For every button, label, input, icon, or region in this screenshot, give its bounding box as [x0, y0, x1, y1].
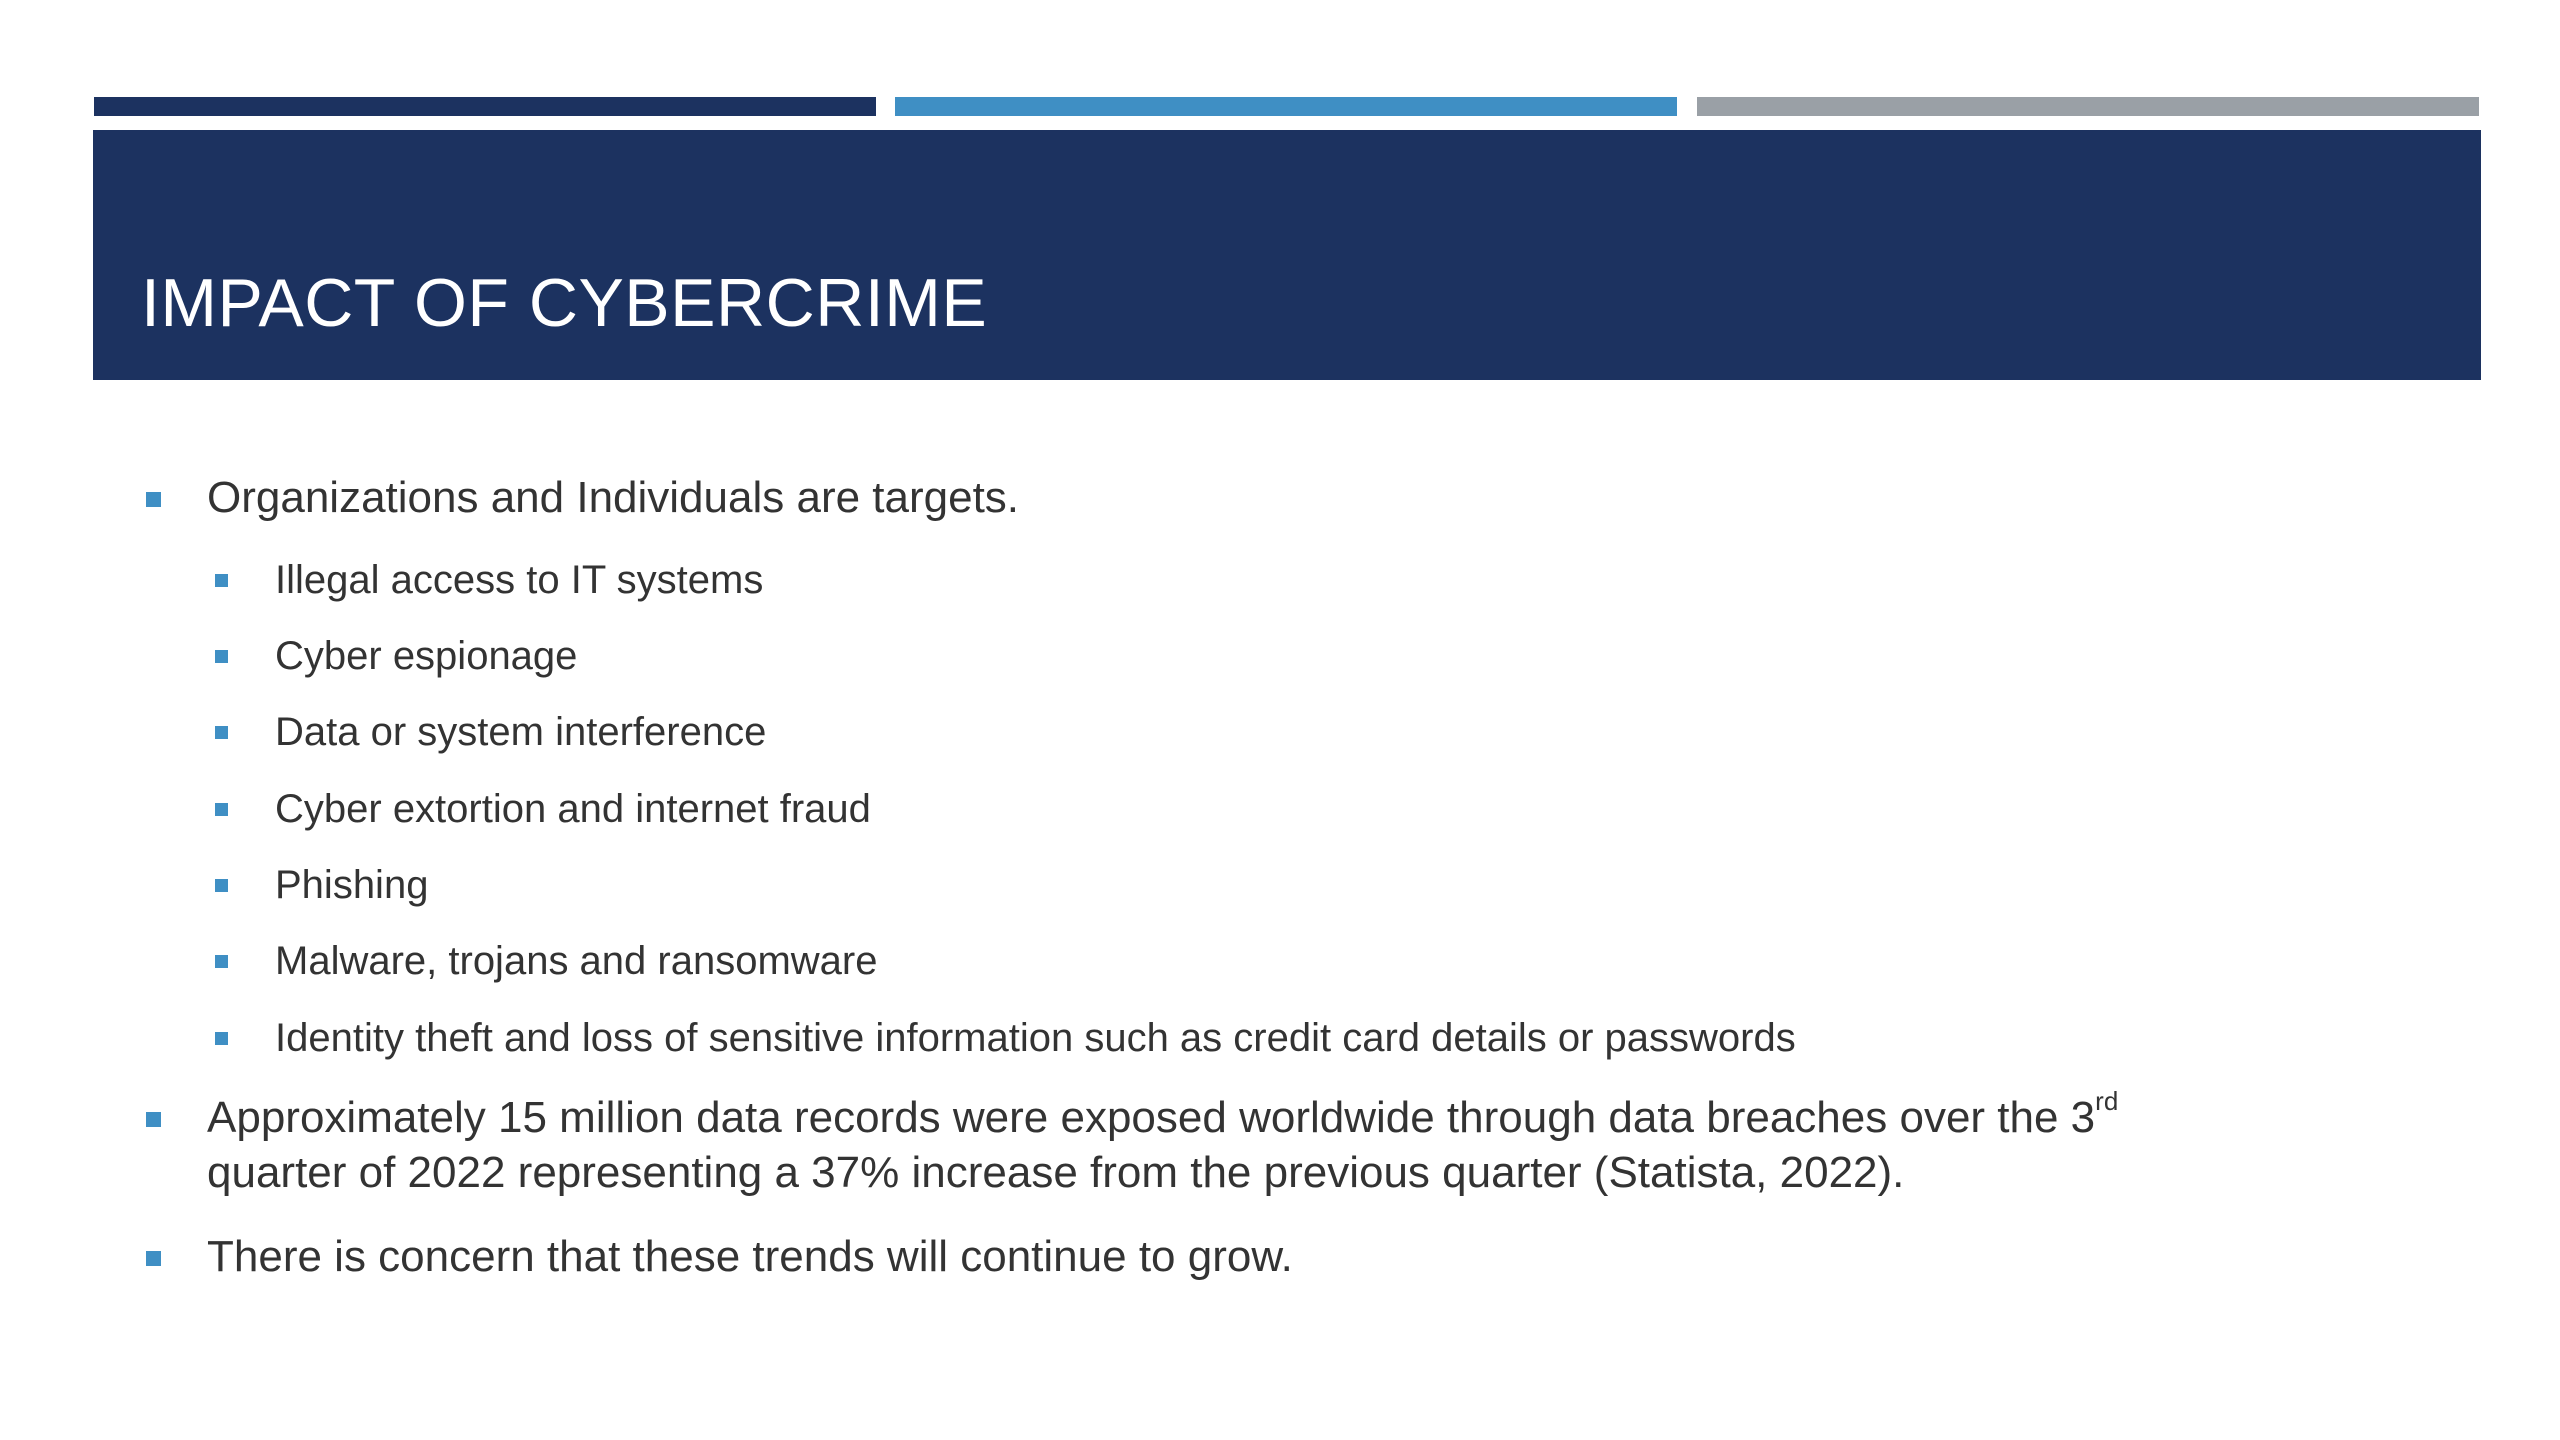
sub-bullet-item [275, 555, 763, 605]
sub-bullet-text: Phishing [275, 863, 429, 907]
sub-bullet-item [275, 707, 766, 757]
bullet-text-line-2: quarter of 2022 representing a 37% increase from the previous quarter (Statista, 2022). [207, 1148, 1905, 1197]
square-bullet-icon [146, 1251, 161, 1266]
square-bullet-icon [215, 879, 228, 892]
square-bullet-icon [215, 574, 228, 587]
square-bullet-icon [215, 955, 228, 968]
sub-bullet-text: Malware, trojans and ransomware [275, 939, 878, 983]
ordinal-superscript: rd [2095, 1086, 2119, 1116]
bullet-text-line-1 [207, 1086, 2119, 1146]
square-bullet-icon [146, 492, 161, 507]
sub-bullet-item [275, 936, 877, 986]
sub-bullet-item [275, 784, 871, 834]
square-bullet-icon [215, 726, 228, 739]
bullet-continuation [207, 1145, 1904, 1201]
sub-bullet-text: Identity theft and loss of sensitive information such as credit card details or passwords [275, 1016, 1796, 1060]
sub-bullet-text: Illegal access to IT systems [275, 558, 764, 602]
sub-bullet-item [275, 1013, 1796, 1063]
sub-bullet-text: Cyber extortion and internet fraud [275, 787, 871, 831]
slide-title: IMPACT OF CYBERCRIME [141, 265, 988, 341]
square-bullet-icon [215, 803, 228, 816]
bullet-text: There is concern that these trends will continue to grow. [207, 1232, 1293, 1281]
square-bullet-icon [215, 1032, 228, 1045]
bullet-item [207, 1086, 2119, 1146]
square-bullet-icon [215, 650, 228, 663]
bullet-text: Organizations and Individuals are targets. [207, 473, 1020, 522]
sub-bullet-text: Data or system interference [275, 710, 767, 754]
square-bullet-icon [146, 1112, 161, 1127]
bullet-item [207, 1229, 1293, 1285]
bullet-item [207, 470, 1019, 526]
sub-bullet-item [275, 860, 428, 910]
bullet-text-line-1-main: Approximately 15 million data records were exposed worldwide through data breaches over the 3 [207, 1093, 2096, 1142]
sub-bullet-item [275, 631, 577, 681]
sub-bullet-text: Cyber espionage [275, 634, 578, 678]
